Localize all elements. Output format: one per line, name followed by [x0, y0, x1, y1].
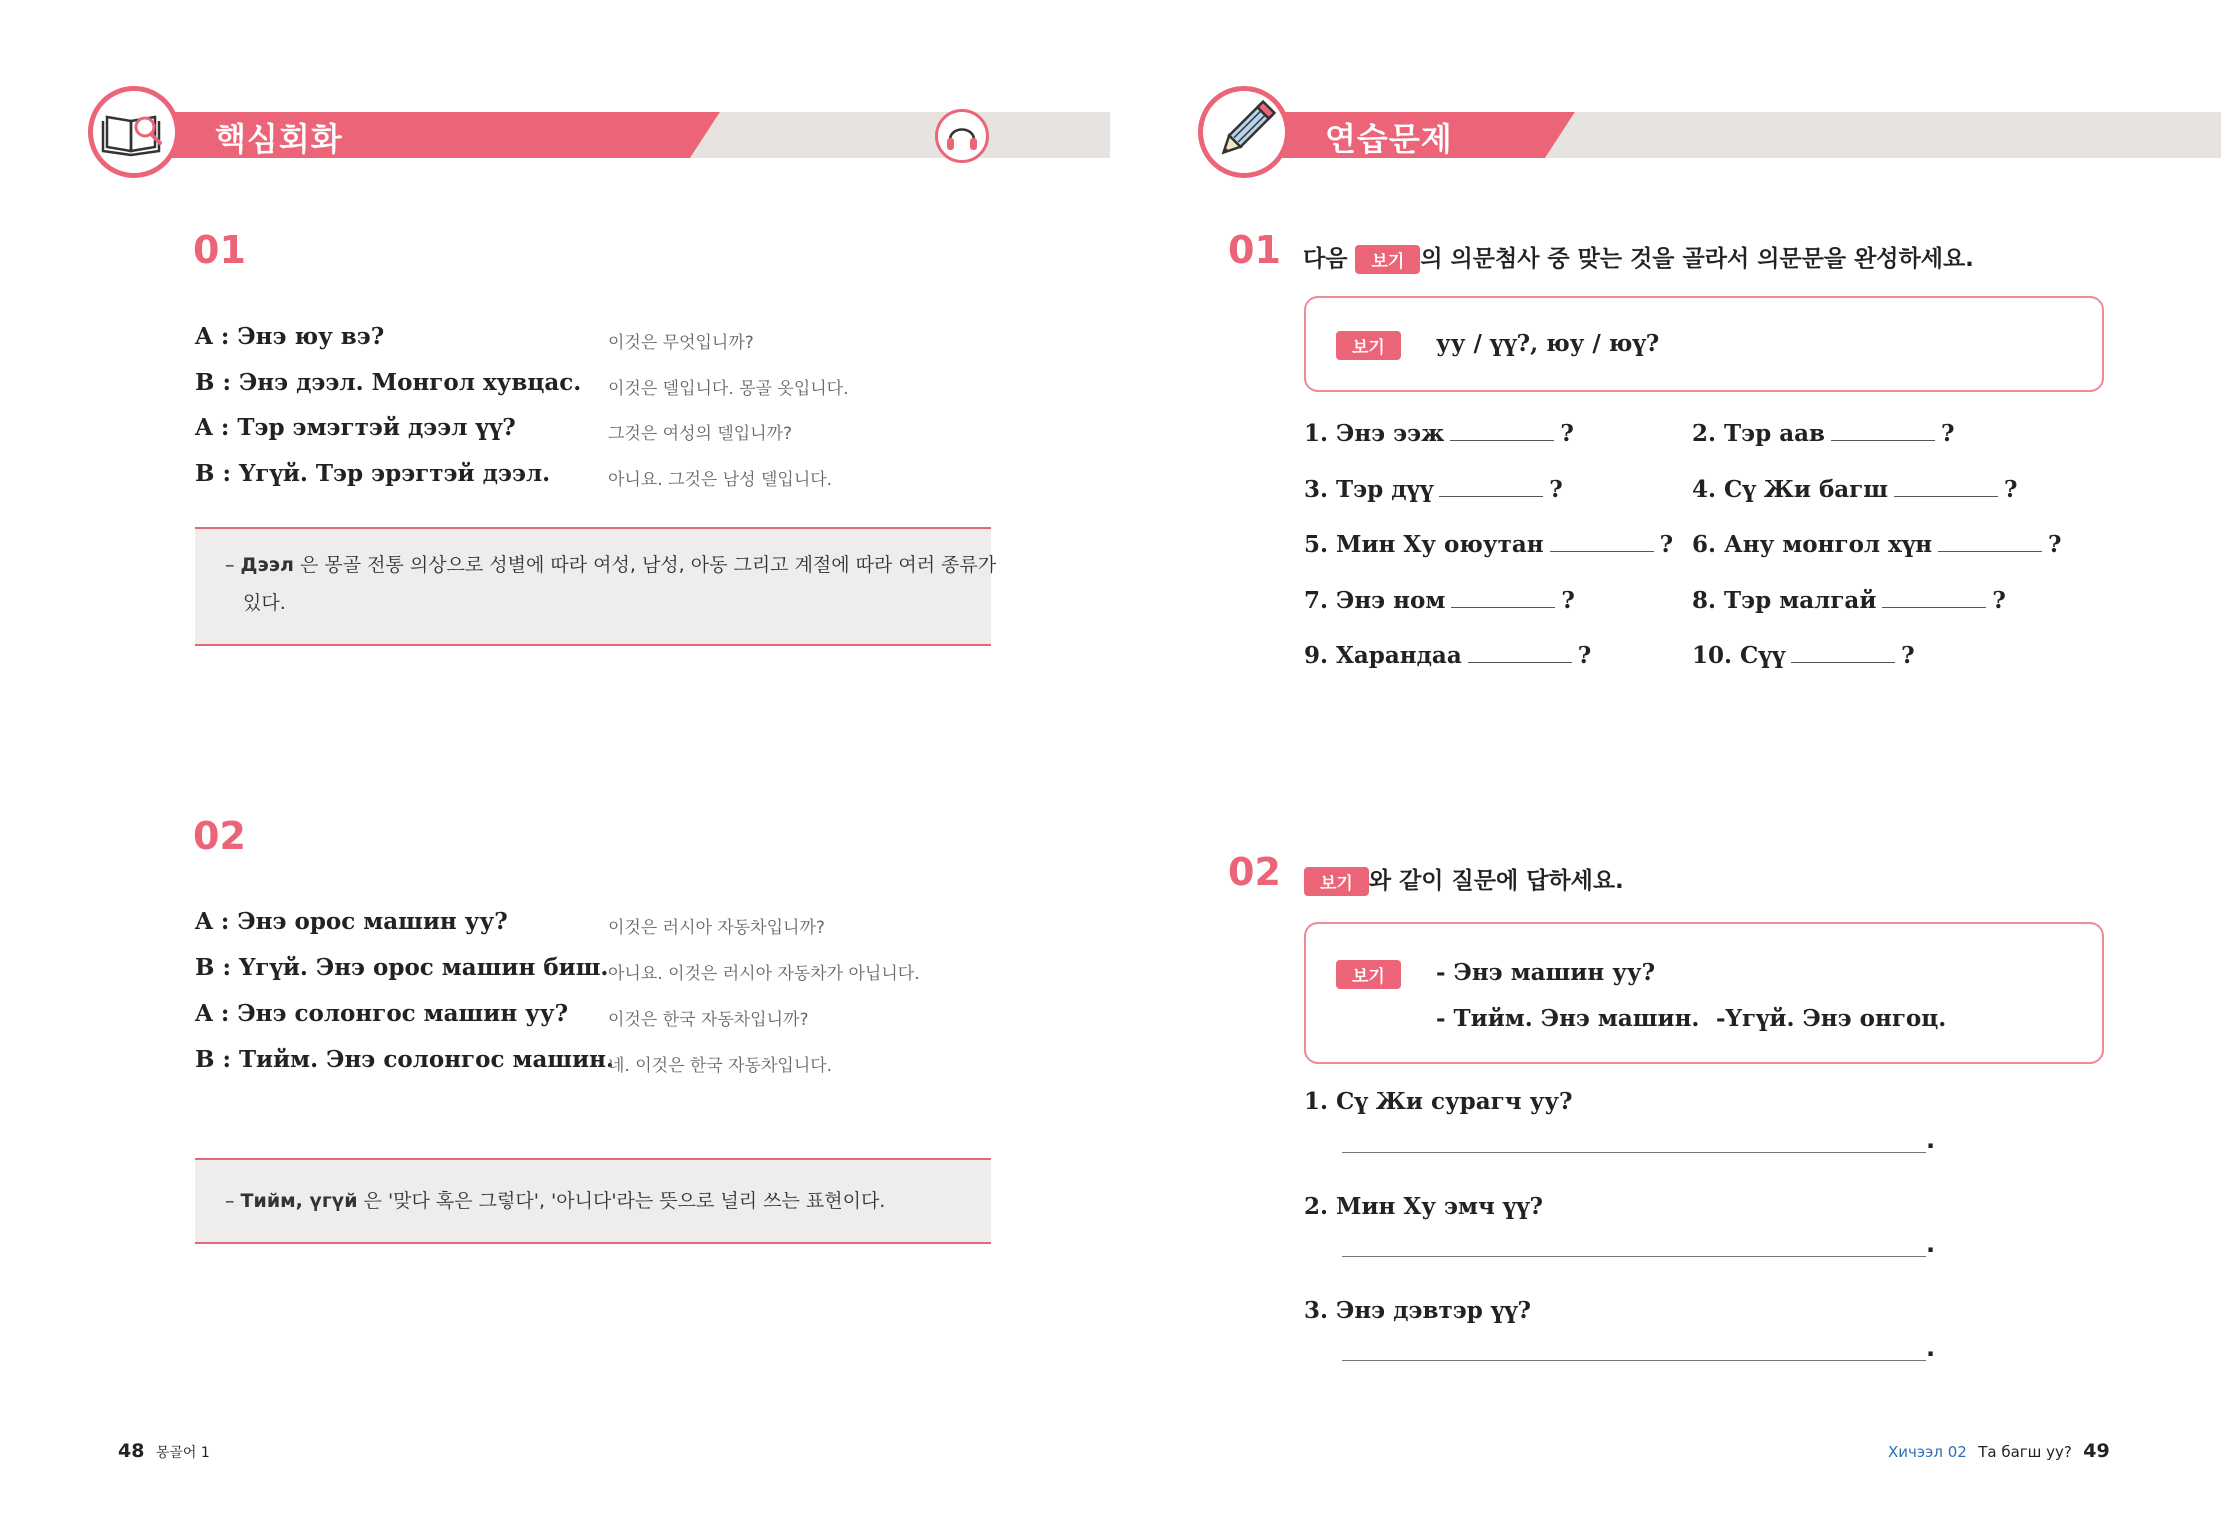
left-footer: [118, 1440, 210, 1462]
headphones-icon[interactable]: [935, 109, 989, 163]
dialogue-translation: 그것은 여성의 델입니까?: [608, 424, 793, 444]
dialogue-line: B : Үгүй. Тэр эрэгтэй дээл.: [195, 460, 551, 487]
answer-blank[interactable]: [1450, 422, 1554, 441]
example-tag: 보기: [1355, 245, 1420, 274]
answer-line[interactable]: [1342, 1256, 1926, 1257]
answer-line[interactable]: [1342, 1152, 1926, 1153]
note-text: 은 몽골 전통 의상으로 성별에 따라 여성, 남성, 아동 그리고 계절에 따라 여러 종류가: [293, 554, 997, 576]
left-header-gray-band: [690, 112, 1110, 158]
dialogue-translation: 아니요. 이것은 러시아 자동차가 아닙니다.: [608, 964, 920, 984]
exercise-item: 10. Сүү ?: [1692, 642, 1915, 669]
page-number: 49: [2083, 1440, 2110, 1462]
dialogue-translation: 이것은 무엇입니까?: [608, 333, 754, 353]
answer-line[interactable]: [1342, 1360, 1926, 1361]
answer-blank[interactable]: [1791, 644, 1895, 663]
dialogue-line: B : Тийм. Энэ солонгос машин.: [195, 1046, 614, 1073]
example-line: - Энэ машин уу?: [1436, 959, 1656, 986]
exercise-item: 2. Тэр аав ?: [1692, 420, 1955, 447]
section-number: 01: [193, 228, 246, 272]
instruction-text: 의 의문첨사 중 맞는 것을 골라서 의문문을 완성하세요.: [1420, 246, 1974, 272]
answer-blank[interactable]: [1468, 644, 1572, 663]
note-text: 은 '맞다 혹은 그렇다', '아니다'라는 뜻으로 널리 쓰는 표현이다.: [357, 1190, 886, 1212]
exercise-item: 8. Тэр малгай ?: [1692, 587, 2006, 614]
dialogue-translation: 이것은 델입니다. 몽골 옷입니다.: [608, 379, 849, 399]
period: .: [1926, 1230, 1936, 1258]
pencil-icon: [1198, 86, 1290, 178]
question-item: 2. Мин Ху эмч үү?: [1304, 1193, 1543, 1220]
dialogue-line: A : Энэ орос машин уу?: [195, 908, 508, 935]
exercise-instruction: [1303, 240, 1974, 274]
answer-blank[interactable]: [1938, 533, 2042, 552]
culture-note: – Дээл 은 몽골 전통 의상으로 성별에 따라 여성, 남성, 아동 그리고 계절에 따라 여러 종류가 있다.: [195, 527, 991, 646]
dialogue-line: A : Тэр эмэгтэй дээл үү?: [195, 414, 516, 441]
example-line: - Тийм. Энэ машин.: [1436, 1005, 1700, 1032]
example-box: [1304, 922, 2104, 1064]
exercise-item: 1. Энэ ээж ?: [1304, 420, 1574, 447]
right-header-gray-band: [1545, 112, 2221, 158]
lesson-label: Хичээл 02: [1888, 1443, 1967, 1461]
exercise-number: 01: [1228, 228, 1281, 272]
answer-blank[interactable]: [1439, 478, 1543, 497]
period: .: [1926, 1126, 1936, 1154]
example-tag: 보기: [1336, 331, 1401, 360]
instruction-text: 와 같이 질문에 답하세요.: [1368, 868, 1624, 894]
dialogue-translation: 이것은 한국 자동차입니까?: [608, 1010, 809, 1030]
period: .: [1926, 1334, 1936, 1362]
book-search-icon: [88, 86, 180, 178]
section-number: 02: [193, 814, 246, 858]
answer-blank[interactable]: [1894, 478, 1998, 497]
note-keyword: Тийм, үгүй: [240, 1190, 358, 1212]
right-header-title: 연습문제: [1325, 120, 1453, 158]
answer-blank[interactable]: [1831, 422, 1935, 441]
answer-blank[interactable]: [1451, 589, 1555, 608]
dialogue-line: A : Энэ юу вэ?: [195, 323, 385, 350]
exercise-instruction: [1304, 862, 1624, 896]
answer-blank[interactable]: [1882, 589, 1986, 608]
exercise-item: 7. Энэ ном ?: [1304, 587, 1575, 614]
question-item: 1. Сү Жи сурагч уу?: [1304, 1088, 1573, 1115]
exercise-item: 5. Мин Ху оюутан ?: [1304, 531, 1674, 558]
right-footer: [1888, 1440, 2110, 1462]
dialogue-line: B : Энэ дээл. Монгол хувцас.: [195, 369, 582, 396]
note-text-cont: 있다.: [243, 592, 286, 614]
lesson-title: Та багш уу?: [1978, 1443, 2072, 1461]
dialogue-translation: 이것은 러시아 자동차입니까?: [608, 918, 825, 938]
exercise-item: 9. Харандаа ?: [1304, 642, 1592, 669]
answer-blank[interactable]: [1550, 533, 1654, 552]
dialogue-line: B : Үгүй. Энэ орос машин биш.: [195, 954, 609, 981]
book-title: 몽골어 1: [155, 1445, 210, 1461]
dialogue-translation: 아니요. 그것은 남성 델입니다.: [608, 470, 833, 490]
instruction-text: 다음: [1303, 246, 1348, 272]
question-item: 3. Энэ дэвтэр үү?: [1304, 1297, 1532, 1324]
exercise-number: 02: [1228, 850, 1281, 894]
example-tag: 보기: [1304, 867, 1369, 896]
page-number: 48: [118, 1440, 145, 1462]
left-header-title: 핵심회화: [215, 120, 343, 158]
usage-note: – Тийм, үгүй 은 '맞다 혹은 그렇다', '아니다'라는 뜻으로 널리 쓰는 표현이다.: [195, 1158, 991, 1244]
dialogue-line: A : Энэ солонгос машин уу?: [195, 1000, 569, 1027]
exercise-item: 6. Ану монгол хүн ?: [1692, 531, 2062, 558]
exercise-item: 3. Тэр дүү ?: [1304, 476, 1563, 503]
note-keyword: Дээл: [240, 554, 294, 576]
example-line: -Үгүй. Энэ онгоц.: [1716, 1005, 1947, 1032]
dialogue-translation: 네. 이것은 한국 자동차입니다.: [608, 1056, 833, 1076]
example-text: уу / үү?, юу / юү?: [1436, 330, 1660, 357]
exercise-item: 4. Сү Жи багш ?: [1692, 476, 2018, 503]
example-tag: 보기: [1336, 960, 1401, 989]
example-box: [1304, 296, 2104, 392]
